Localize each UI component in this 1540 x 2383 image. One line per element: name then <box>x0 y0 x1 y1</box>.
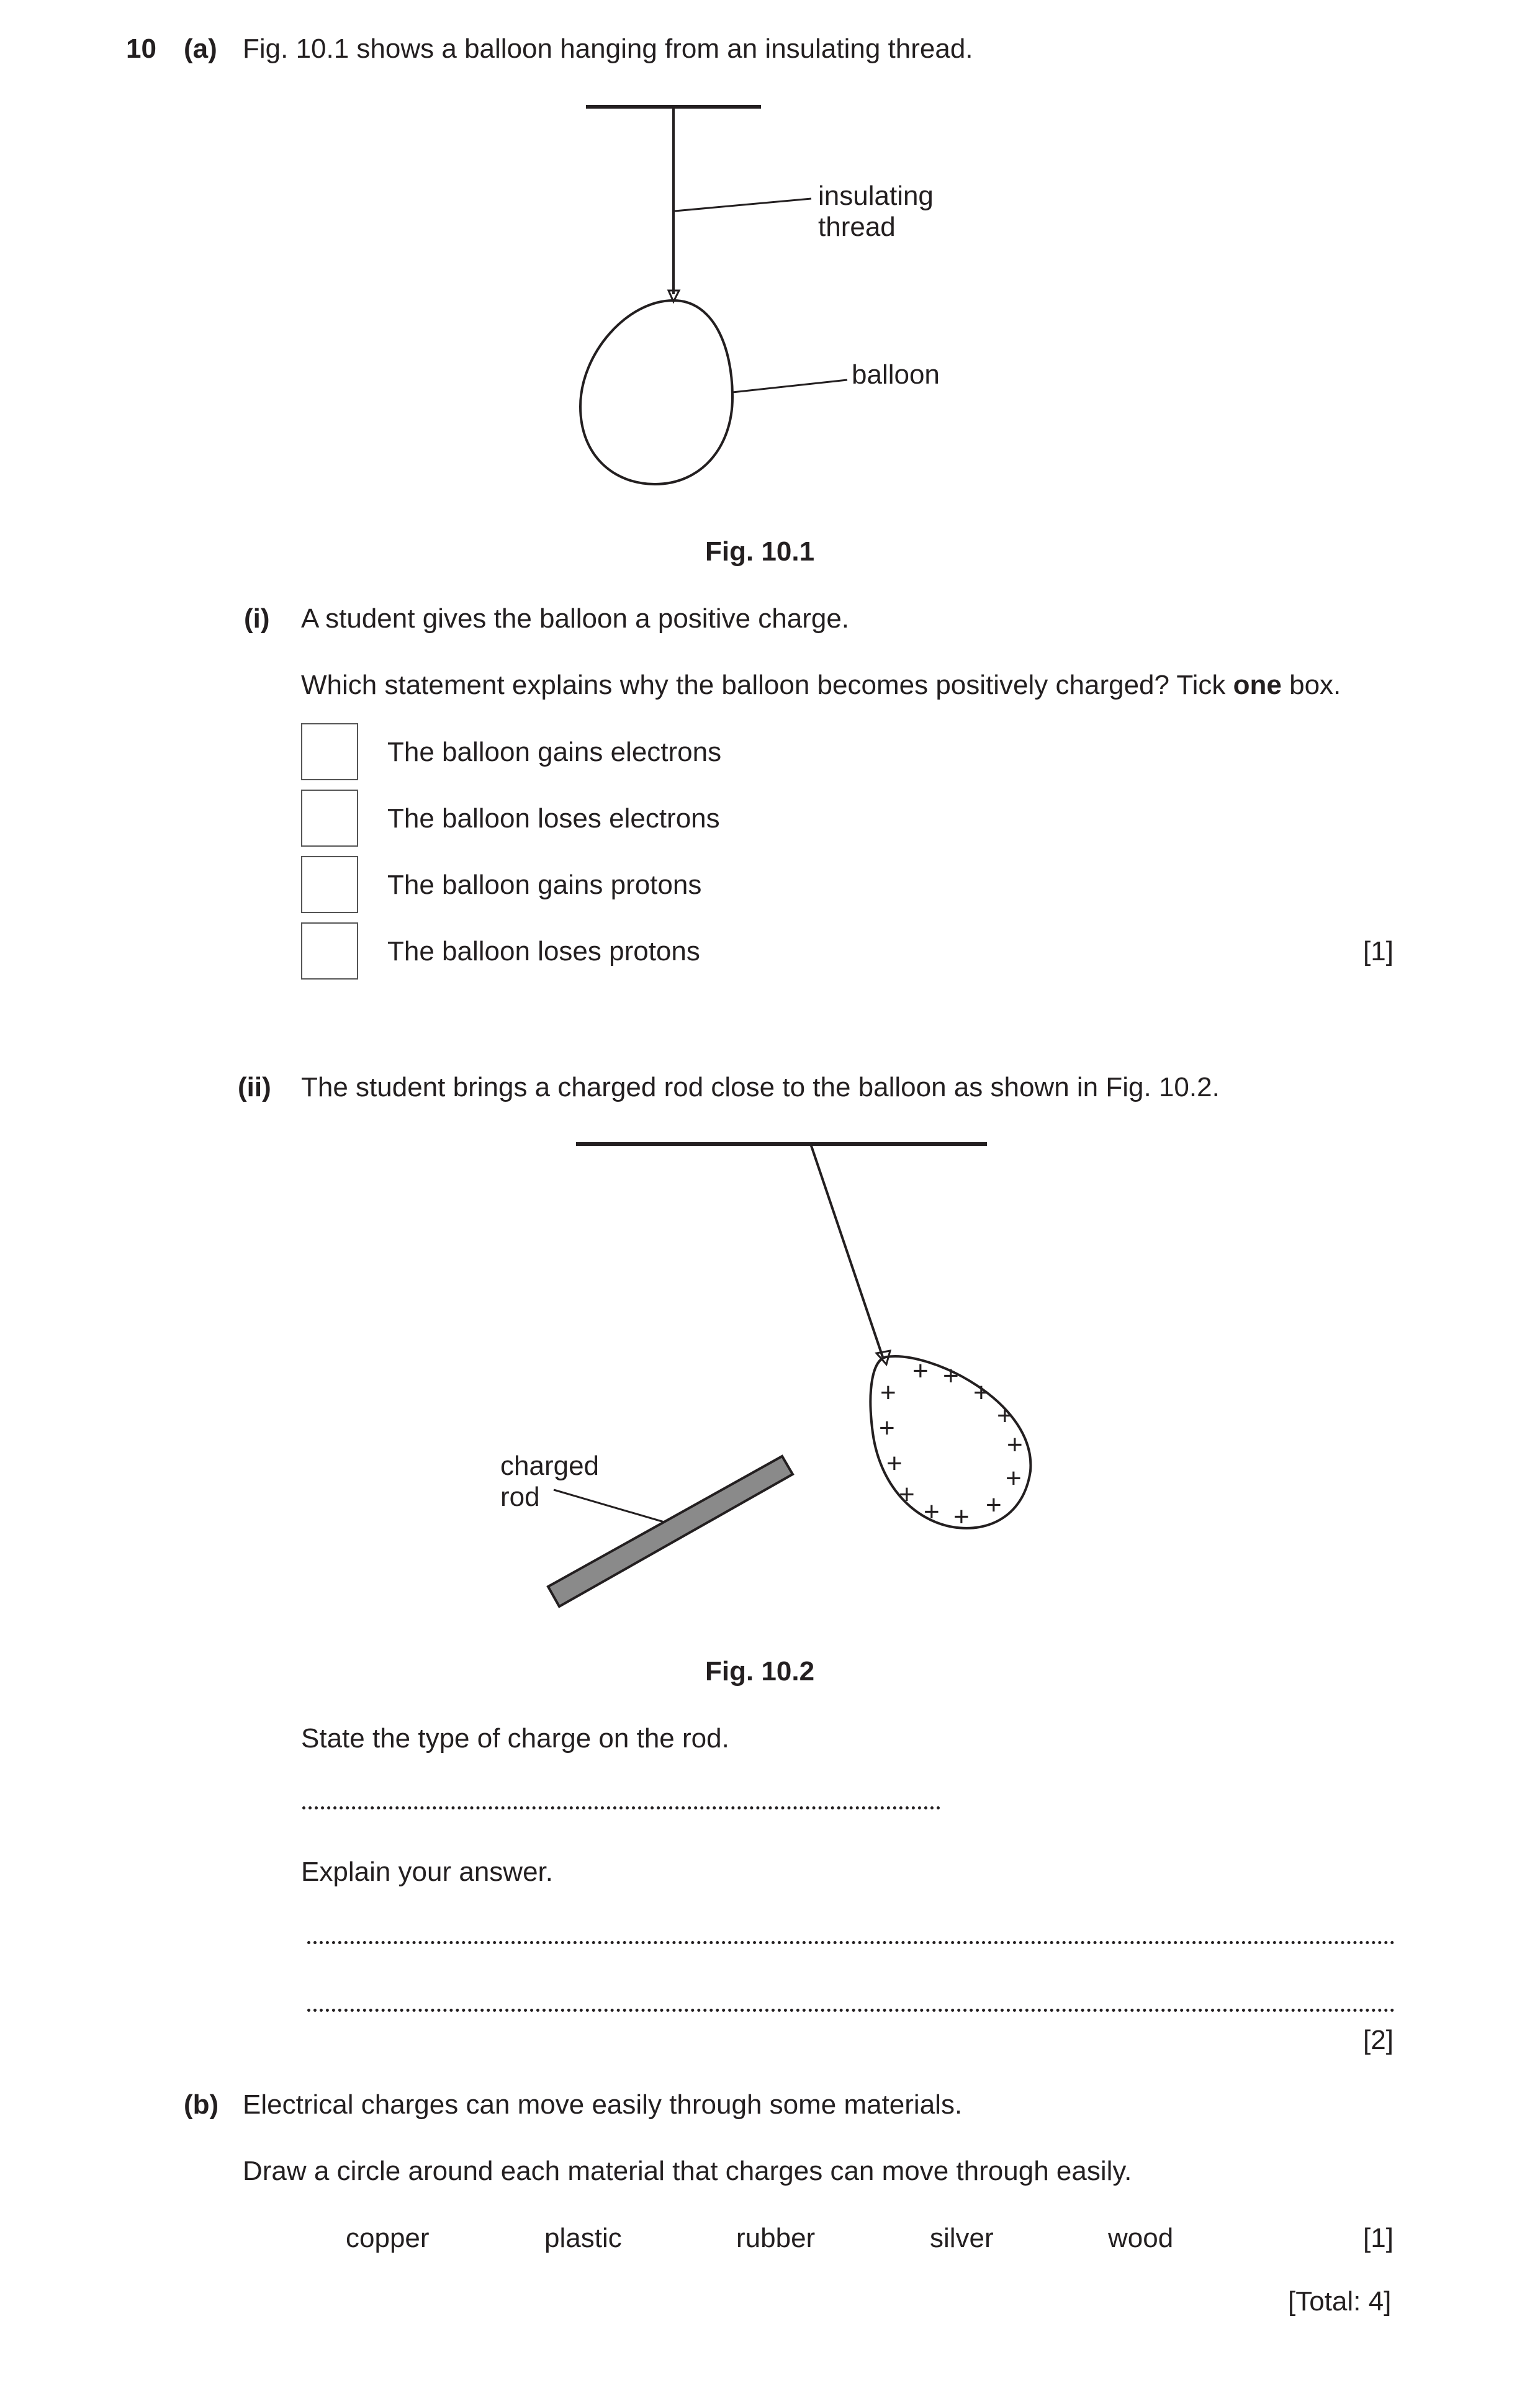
part-i-statement: A student gives the balloon a positive charge. <box>301 603 850 634</box>
total-marks: [Total: 4] <box>1288 2286 1392 2317</box>
balloon-leader-line <box>732 380 847 392</box>
part-i-marks: [1] <box>1363 936 1394 966</box>
part-a-intro: Fig. 10.1 shows a balloon hanging from an insulating thread. <box>243 34 973 64</box>
tick-box-4[interactable] <box>301 922 358 980</box>
plus-sign: + <box>880 1377 896 1408</box>
option-4-label: The balloon loses protons <box>387 936 700 966</box>
part-b-statement: Electrical charges can move easily through some materials. <box>243 2089 963 2120</box>
prompt-text-before: Which statement explains why the balloon becomes positively charged? Tick <box>301 670 1233 700</box>
option-2-label: The balloon loses electrons <box>387 803 720 834</box>
prompt-text-after: box. <box>1281 670 1341 700</box>
part-i-label: (i) <box>244 603 270 634</box>
plus-sign: + <box>1006 1463 1022 1493</box>
plus-sign: + <box>912 1356 929 1386</box>
material-rubber[interactable]: rubber <box>736 2223 816 2253</box>
question-number: 10 <box>126 34 156 64</box>
answer-line-explain-2[interactable] <box>307 2009 1395 2012</box>
part-b-instruction: Draw a circle around each material that charges can move through easily. <box>243 2156 1132 2186</box>
explain-prompt: Explain your answer. <box>301 1857 553 1887</box>
plus-sign: + <box>997 1400 1013 1431</box>
balloon-outline <box>580 300 732 484</box>
material-plastic[interactable]: plastic <box>544 2223 622 2253</box>
plus-sign: + <box>943 1361 959 1391</box>
fig2-label-rod: rod <box>500 1482 540 1512</box>
part-b-marks: [1] <box>1363 2223 1394 2253</box>
answer-line-explain-1[interactable] <box>307 1941 1395 1944</box>
plus-sign: + <box>899 1479 915 1510</box>
rod-leader-line <box>554 1490 664 1522</box>
material-silver[interactable]: silver <box>930 2223 994 2253</box>
plus-sign: + <box>973 1377 989 1408</box>
plus-sign: + <box>924 1497 940 1527</box>
part-ii-statement: The student brings a charged rod close to the balloon as shown in Fig. 10.2. <box>301 1072 1220 1102</box>
plus-sign: + <box>886 1448 903 1479</box>
fig1-label-insulating: insulating <box>818 181 934 211</box>
part-a-label: (a) <box>184 34 217 64</box>
material-copper[interactable]: copper <box>346 2223 430 2253</box>
fig1-caption: Fig. 10.1 <box>705 536 815 567</box>
plus-sign: + <box>1007 1430 1023 1460</box>
prompt-text-bold: one <box>1233 670 1282 700</box>
fig1-label-thread: thread <box>818 212 896 242</box>
plus-sign: + <box>953 1502 970 1532</box>
plus-sign: + <box>879 1413 895 1443</box>
option-1-label: The balloon gains electrons <box>387 737 722 767</box>
answer-line-charge-type[interactable] <box>302 1806 940 1809</box>
state-prompt: State the type of charge on the rod. <box>301 1723 729 1754</box>
option-3-label: The balloon gains protons <box>387 870 702 900</box>
thread-leader-line <box>675 199 811 211</box>
plus-sign: + <box>986 1490 1002 1520</box>
part-b-label: (b) <box>184 2089 219 2120</box>
tick-box-2[interactable] <box>301 790 358 847</box>
fig1-label-balloon: balloon <box>852 359 940 390</box>
tick-box-1[interactable] <box>301 723 358 780</box>
fig-10-1-diagram <box>580 107 847 484</box>
fig2-label-charged: charged <box>500 1451 600 1481</box>
part-ii-label: (ii) <box>238 1072 271 1102</box>
fig2-caption: Fig. 10.2 <box>705 1656 815 1687</box>
part-i-prompt <box>301 672 1341 699</box>
material-wood[interactable]: wood <box>1108 2223 1174 2253</box>
part-ii-marks: [2] <box>1363 2025 1394 2055</box>
tilted-thread <box>811 1144 883 1357</box>
tick-box-3[interactable] <box>301 856 358 913</box>
